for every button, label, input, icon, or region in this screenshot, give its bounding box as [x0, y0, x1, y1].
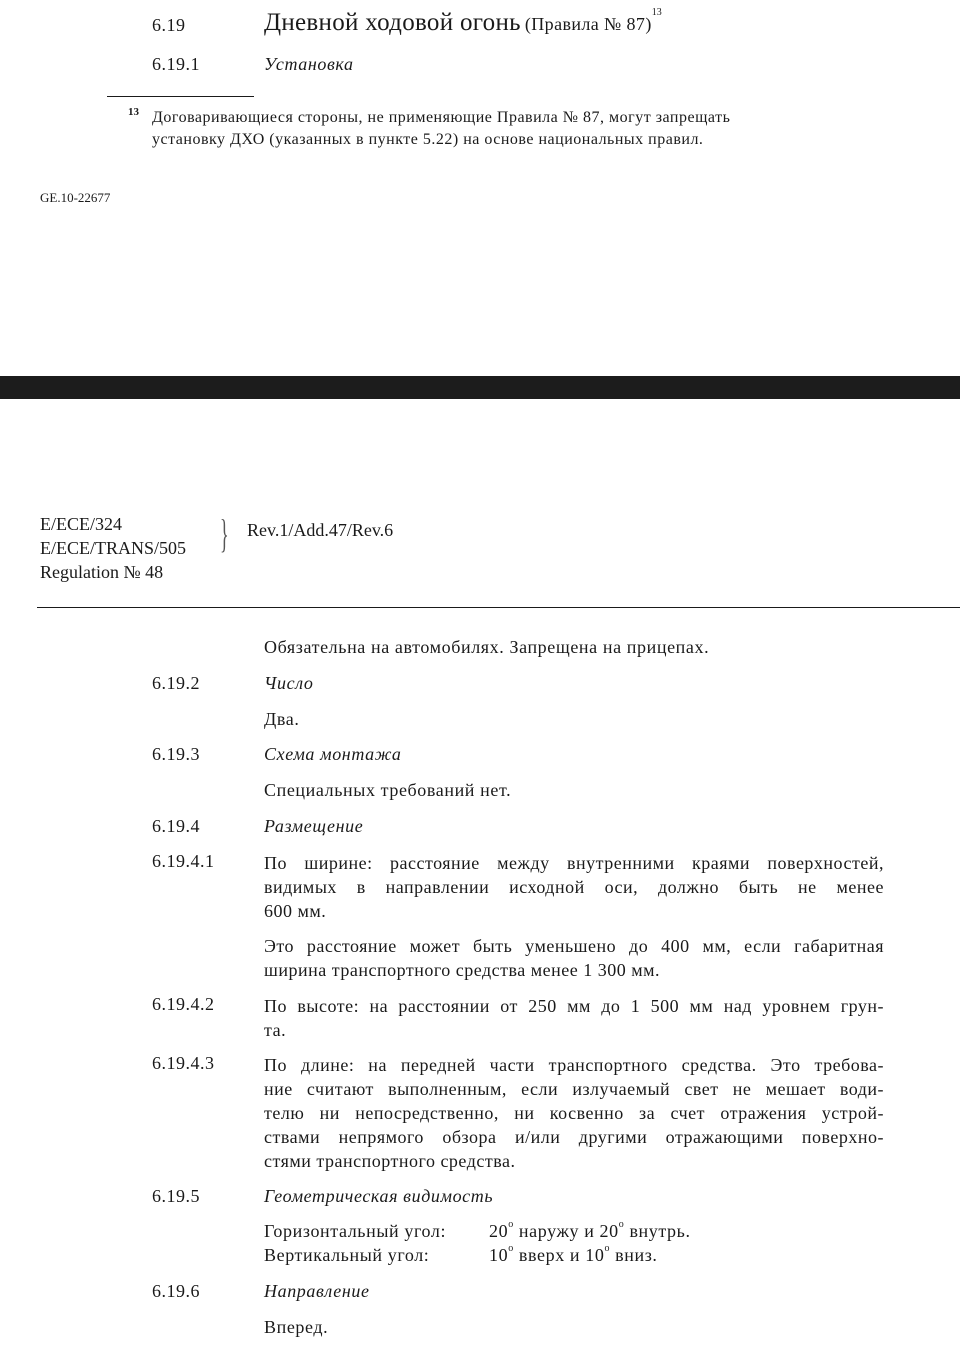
angle-text: вниз. — [610, 1245, 658, 1265]
angle-text: наружу и 20 — [513, 1221, 619, 1241]
angle-number: 20 — [489, 1221, 509, 1241]
document-symbol-2: E/ECE/TRANS/505 — [40, 538, 187, 558]
footnote-separator — [107, 96, 254, 97]
section-number-6-19-1: 6.19.1 — [152, 54, 200, 74]
text-line: стями транспортного средства. — [264, 1151, 516, 1171]
section-title: Дневной ходовой огонь — [264, 9, 521, 36]
degree-mark: o — [508, 1243, 514, 1254]
paragraph-6-19-3: Специальных требований нет. — [264, 780, 512, 800]
section-title-6-19-2: Число — [264, 673, 314, 693]
text-line: ние считают выполненным, если излучаемый свет не мешает води- — [264, 1079, 884, 1099]
section-heading-6-19 — [264, 9, 662, 37]
paragraph-6-19-1: Обязательна на автомобилях. Запрещена на прицепах. — [264, 637, 710, 657]
vertical-angle-value — [489, 1245, 658, 1266]
paragraph-6-19-4-2 — [264, 994, 884, 1042]
horizontal-angle-value — [489, 1221, 691, 1242]
footnote-reference[interactable]: 13 — [651, 7, 662, 18]
paragraph-6-19-4-1 — [264, 851, 884, 923]
text-line: видимых в направлении исходной оси, должно быть не менее — [264, 877, 884, 897]
text-line: ширина транспортного средства менее 1 300 мм. — [264, 960, 661, 980]
text-line: 600 мм. — [264, 901, 327, 921]
section-title-6-19-6: Направление — [264, 1281, 370, 1301]
angle-text: внутрь. — [624, 1221, 691, 1241]
footnote-text-line-1: Договаривающиеся стороны, не применяющие Правила № 87, могут запрещать — [152, 109, 731, 126]
header-brace: } — [220, 511, 229, 556]
text-line: ствами непрямого обзора и/или другими отражающими поверхно- — [264, 1127, 884, 1147]
text-line: По высоте: на расстоянии от 250 мм до 1 500 мм над уровнем грун- — [264, 996, 884, 1016]
section-number-6-19: 6.19 — [152, 15, 186, 35]
section-number-6-19-4-3: 6.19.4.3 — [152, 1053, 215, 1073]
degree-mark: o — [604, 1243, 611, 1254]
angle-text: вверх и 10 — [513, 1245, 605, 1265]
document-code: GE.10-22677 — [40, 190, 111, 205]
paragraph-6-19-6: Вперед. — [264, 1317, 329, 1337]
section-number-6-19-4-1: 6.19.4.1 — [152, 851, 215, 871]
section-number-6-19-4: 6.19.4 — [152, 816, 200, 836]
section-title-6-19-4: Размещение — [264, 816, 364, 836]
degree-mark: o — [508, 1219, 514, 1230]
revision-label: Rev.1/Add.47/Rev.6 — [247, 520, 394, 540]
paragraph-6-19-2: Два. — [264, 709, 300, 729]
text-line: По ширине: расстояние между внутренними краями поверхностей, — [264, 853, 884, 873]
section-number-6-19-5: 6.19.5 — [152, 1186, 200, 1206]
degree-mark: o — [618, 1219, 625, 1230]
section-number-6-19-3: 6.19.3 — [152, 744, 200, 764]
document-symbol-3: Regulation № 48 — [40, 562, 164, 582]
paragraph-6-19-4-1-continued — [264, 934, 884, 982]
section-title-6-19-5: Геометрическая видимость — [264, 1186, 494, 1206]
section-number-6-19-4-2: 6.19.4.2 — [152, 994, 215, 1014]
angle-number: 10 — [489, 1245, 509, 1265]
section-title-6-19-3: Схема монтажа — [264, 744, 402, 764]
text-line: та. — [264, 1020, 287, 1040]
text-line: По длине: на передней части транспортного средства. Это требова- — [264, 1055, 884, 1075]
section-number-6-19-2: 6.19.2 — [152, 673, 200, 693]
section-number-6-19-6: 6.19.6 — [152, 1281, 200, 1301]
vertical-angle-label: Вертикальный угол: — [264, 1245, 430, 1265]
page-divider — [0, 376, 960, 399]
text-line: телю ни непосредственно, ни косвенно за счет отражения устрой- — [264, 1103, 884, 1123]
document-symbol-1: E/ECE/324 — [40, 514, 122, 534]
horizontal-angle-label: Горизонтальный угол: — [264, 1221, 447, 1241]
paragraph-6-19-4-3 — [264, 1053, 884, 1173]
section-title-6-19-1: Установка — [264, 54, 354, 74]
section-reference: (Правила № 87) — [524, 14, 652, 34]
footnote-mark: 13 — [128, 106, 139, 118]
footnote-text-line-2: установку ДХО (указанных в пункте 5.22) на основе национальных правил. — [152, 131, 704, 148]
text-line: Это расстояние может быть уменьшено до 400 мм, если габаритная — [264, 936, 884, 956]
header-rule — [37, 607, 960, 608]
